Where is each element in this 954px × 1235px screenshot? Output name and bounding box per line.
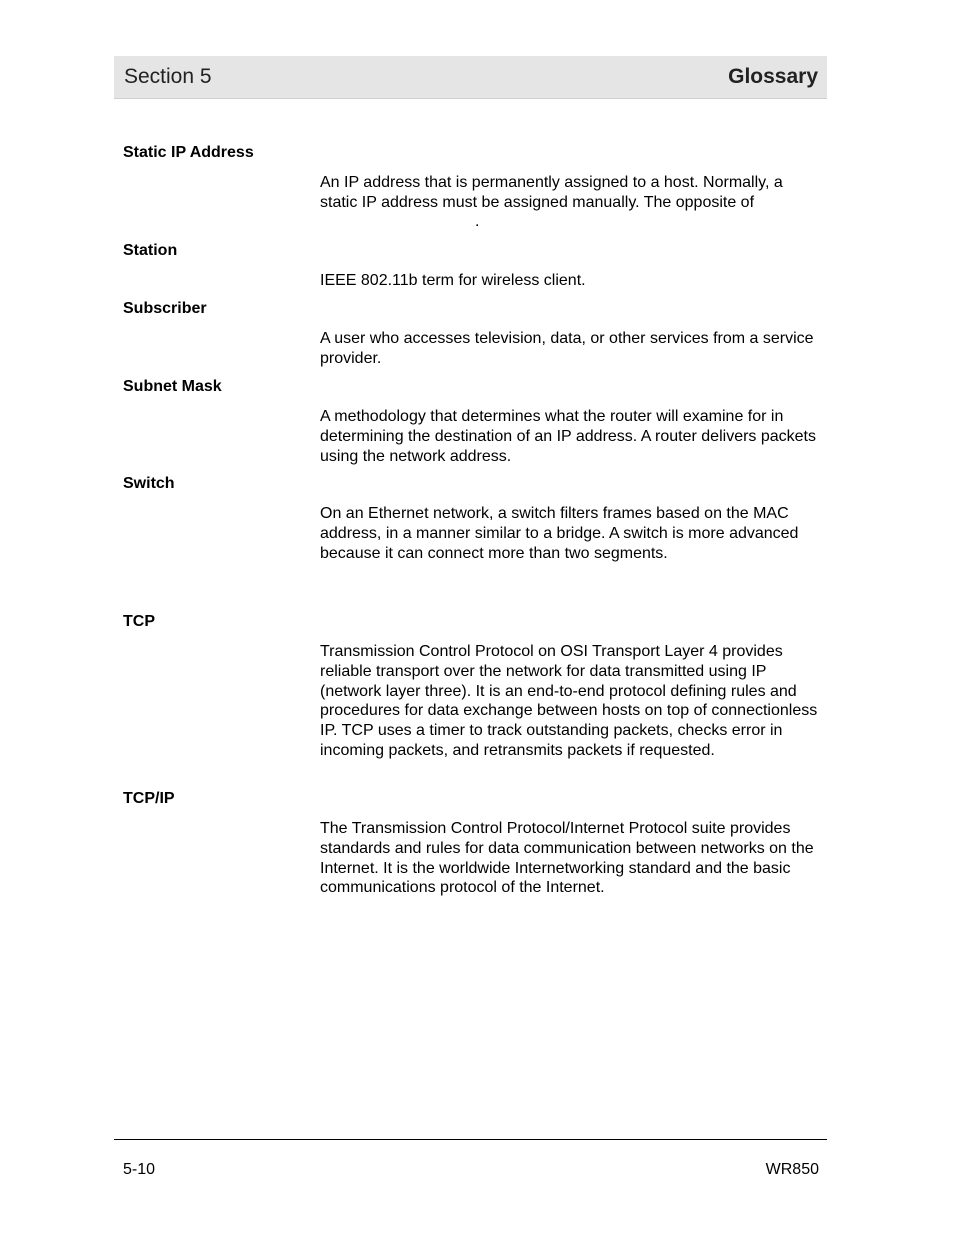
term-subscriber: Subscriber: [123, 300, 207, 317]
footer-divider: [114, 1139, 827, 1140]
definition-subnet-mask: A methodology that determines what the router will examine for in determining the destination of an IP address. A router delivers packets using the network address.: [320, 408, 816, 465]
term-station: Station: [123, 242, 178, 259]
definition-switch: On an Ethernet network, a switch filters frames based on the MAC address, in a manner similar to a bridge. A switch is more advanced because it can connect more than two segments.: [320, 505, 799, 562]
section-label: Section 5: [124, 65, 212, 88]
stray-period: .: [475, 213, 480, 230]
definition-static-ip-address: An IP address that is permanently assigned to a host. Normally, a static IP address must be assigned manually. The opposite of: [320, 174, 783, 211]
definition-subscriber: A user who accesses television, data, or other services from a service provider.: [320, 330, 814, 367]
page-number: 5-10: [123, 1161, 156, 1178]
chapter-title: Glossary: [728, 65, 818, 88]
term-tcp: TCP: [123, 613, 155, 630]
definition-station: IEEE 802.11b term for wireless client.: [320, 272, 586, 289]
product-name: WR850: [765, 1161, 819, 1178]
definition-tcp: Transmission Control Protocol on OSI Transport Layer 4 provides reliable transport over the network for data transmitted using IP (network layer three). It is an end-to-end protocol defining rules and procedures for data exchange between hosts on top of connectionless IP. TCP uses a timer to track outstanding packets, checks error in incoming packets, and retransmits packets if requested.: [320, 643, 818, 759]
definition-tcp-ip: The Transmission Control Protocol/Internet Protocol suite provides standards and rules for data communication between networks on the Internet. It is the worldwide Internetworking standard and the basic communications protocol of the Internet.: [320, 820, 814, 897]
term-tcp-ip: TCP/IP: [123, 790, 175, 807]
term-switch: Switch: [123, 475, 175, 492]
page-header: [114, 56, 827, 99]
term-subnet-mask: Subnet Mask: [123, 378, 222, 395]
term-static-ip-address: Static IP Address: [123, 144, 254, 161]
